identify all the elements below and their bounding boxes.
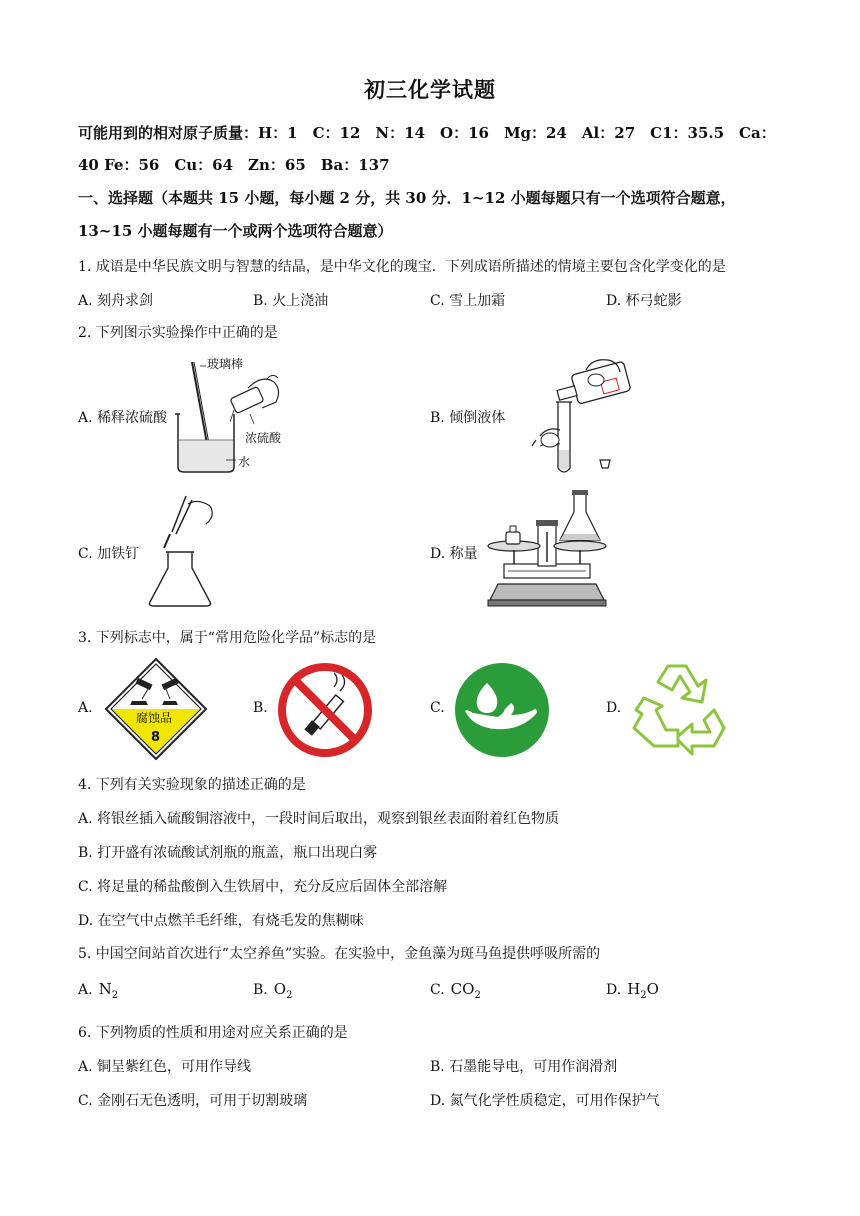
- q2-option-d: D. 称量: [430, 546, 478, 562]
- atomic-mass-line-2: 40 Fe：56 Cu：64 Zn：65 Ba：137: [78, 156, 390, 174]
- q2-option-b: B. 倾倒液体: [430, 410, 506, 426]
- q1-option-d: D. 杯弓蛇影: [606, 293, 682, 309]
- q1-stem: 1. 成语是中华民族文明与智慧的结晶，是中华文化的瑰宝．下列成语所描述的情境主要包含化学变化的是: [78, 259, 726, 275]
- corrosive-sign-number: 8: [151, 730, 161, 745]
- water-label: 水: [238, 455, 251, 469]
- q4-option-a: A. 将银丝插入硫酸铜溶液中，一段时间后取出，观察到银丝表面附着红色物质: [78, 811, 560, 827]
- q6-option-c: C. 金刚石无色透明，可用于切割玻璃: [78, 1093, 308, 1109]
- q1-option-c: C. 雪上加霜: [430, 293, 506, 309]
- q5-option-a: A. $N_2$: [78, 980, 119, 1001]
- q5-option-d: D. $H_2O$: [606, 980, 659, 1001]
- rod-label: 玻璃棒: [207, 357, 244, 371]
- q2-stem: 2. 下列图示实验操作中正确的是: [78, 325, 278, 341]
- q6-stem: 6. 下列物质的性质和用途对应关系正确的是: [78, 1025, 348, 1041]
- section-heading-line-2: 13~15 小题每题有一个或两个选项符合题意）: [78, 222, 393, 240]
- q6-option-d: D. 氮气化学性质稳定，可用作保护气: [430, 1093, 660, 1109]
- q6-option-b: B. 石墨能导电，可用作润滑剂: [430, 1059, 618, 1075]
- balance-figure: [482, 488, 612, 612]
- add-nail-figure: [140, 490, 220, 610]
- q1-option-b: B. 火上浇油: [253, 293, 329, 309]
- acid-label: 浓硫酸: [245, 431, 282, 445]
- q3-option-c: C.: [430, 700, 445, 716]
- q3-option-d: D.: [606, 700, 622, 716]
- page-title: 初三化学试题: [364, 77, 496, 102]
- q4-option-b: B. 打开盛有浓硫酸试剂瓶的瓶盖，瓶口出现白雾: [78, 845, 378, 861]
- q4-option-d: D. 在空气中点燃羊毛纤维，有烧毛发的焦糊味: [78, 913, 364, 929]
- q4-option-c: C. 将足量的稀盐酸倒入生铁屑中，充分反应后固体全部溶解: [78, 879, 448, 895]
- q5-option-b: B. $O_2$: [253, 980, 293, 1001]
- atomic-mass-line-1: 可能用到的相对原子质量：H：1 C：12 N：14 O：16 Mg：24 Al：27 C1：35.5 Ca：: [78, 124, 776, 142]
- no-smoking-icon: [276, 661, 374, 759]
- q2-option-a: A. 稀释浓硫酸: [78, 410, 168, 426]
- q3-option-b: B.: [253, 700, 268, 716]
- pour-liquid-figure: [530, 350, 640, 480]
- corrosive-sign-text: 腐蚀品: [136, 711, 173, 725]
- recycle-icon: [628, 658, 730, 756]
- q3-stem: 3. 下列标志中，属于“常用危险化学品”标志的是: [78, 630, 377, 646]
- q6-option-a: A. 铜呈紫红色，可用作导线: [78, 1059, 252, 1075]
- q5-stem: 5. 中国空间站首次进行“太空养鱼”实验。在实验中，金鱼藻为斑马鱼提供呼吸所需的: [78, 946, 601, 962]
- water-saving-icon: [453, 661, 551, 759]
- q1-option-a: A. 刻舟求剑: [78, 293, 154, 309]
- q3-option-a: A.: [78, 700, 93, 716]
- q2-option-c: C. 加铁钉: [78, 546, 140, 562]
- section-heading-line-1: 一、选择题（本题共 15 小题，每小题 2 分，共 30 分．1~12 小题每题只有一个选项符合题意，: [78, 189, 736, 207]
- q4-stem: 4. 下列有关实验现象的描述正确的是: [78, 777, 306, 793]
- q5-option-c: C. $CO_2$: [430, 980, 481, 1001]
